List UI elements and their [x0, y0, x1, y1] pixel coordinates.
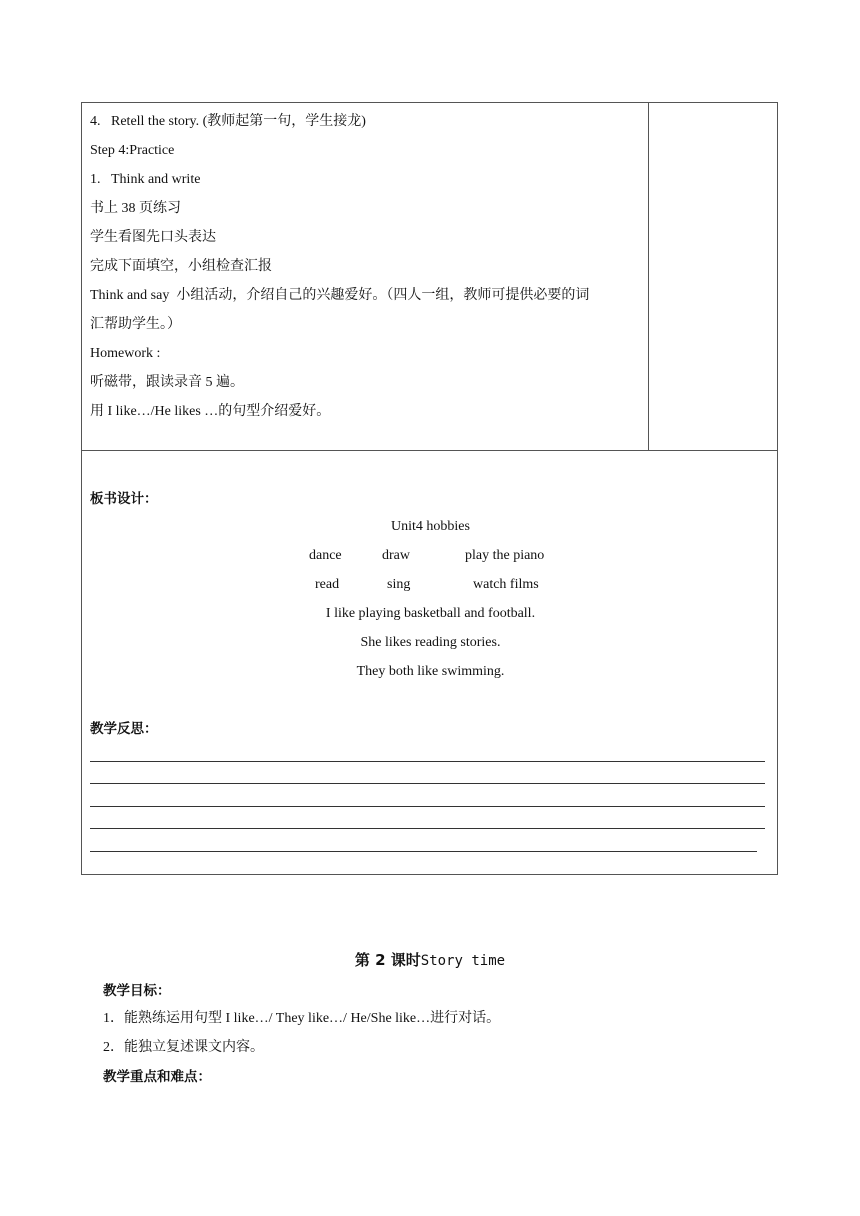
- lesson2-title-en: Story time: [420, 953, 506, 969]
- objective-2: 2．能独立复述课文内容。: [103, 1040, 264, 1055]
- board-title: Unit4 hobbies: [391, 519, 470, 534]
- homework-item-1: 听磁带，跟读录音 5 遍。: [90, 375, 244, 390]
- homework-heading: Homework :: [90, 346, 161, 361]
- objectives-heading: 教学目标：: [103, 983, 171, 999]
- column-divider: [648, 103, 649, 450]
- word-draw: draw: [382, 548, 410, 563]
- sentence-1: I like playing basketball and football.: [325, 606, 536, 621]
- reflection-line-3: [90, 806, 765, 807]
- think-and-write: 1. Think and write: [90, 172, 201, 187]
- book-exercise: 书上 38 页练习: [90, 201, 181, 216]
- row-divider: [82, 450, 777, 451]
- word-sing: sing: [387, 577, 411, 592]
- word-read: read: [315, 577, 340, 592]
- think-and-say: Think and say 小组活动，介绍自己的兴趣爱好。（四人一组，教师可提供必要的词: [90, 288, 590, 303]
- reflection-line-1: [90, 761, 765, 762]
- key-points-heading: 教学重点和难点：: [103, 1069, 211, 1085]
- lesson-plan-table: [81, 102, 778, 875]
- word-dance: dance: [309, 548, 342, 563]
- objective-1: 1．能熟练运用句型 I like…/ They like…/ He/She like…进行对话。: [103, 1011, 501, 1026]
- lesson2-title: [0, 950, 860, 971]
- board-design-heading: 板书设计：: [90, 491, 158, 507]
- step-retell: 4. Retell the story. (教师起第一句，学生接龙): [90, 114, 366, 129]
- reflection-line-2: [90, 783, 765, 784]
- step4-heading: Step 4:Practice: [90, 143, 175, 158]
- lesson2-title-cn: 第 2 课时: [354, 951, 421, 969]
- word-play-the-piano: play the piano: [465, 548, 545, 563]
- oral-expression: 学生看图先口头表达: [90, 230, 216, 245]
- sentence-3: They both like swimming.: [356, 664, 505, 679]
- fill-in-blanks: 完成下面填空，小组检查汇报: [90, 259, 272, 274]
- homework-item-2: 用 I like…/He likes …的句型介绍爱好。: [90, 404, 331, 419]
- reflection-heading: 教学反思：: [90, 721, 158, 737]
- reflection-line-4: [90, 828, 765, 829]
- word-watch-films: watch films: [473, 577, 539, 592]
- reflection-line-5: [90, 851, 757, 852]
- sentence-2: She likes reading stories.: [360, 635, 501, 650]
- think-and-say-cont: 汇帮助学生。）: [90, 317, 181, 332]
